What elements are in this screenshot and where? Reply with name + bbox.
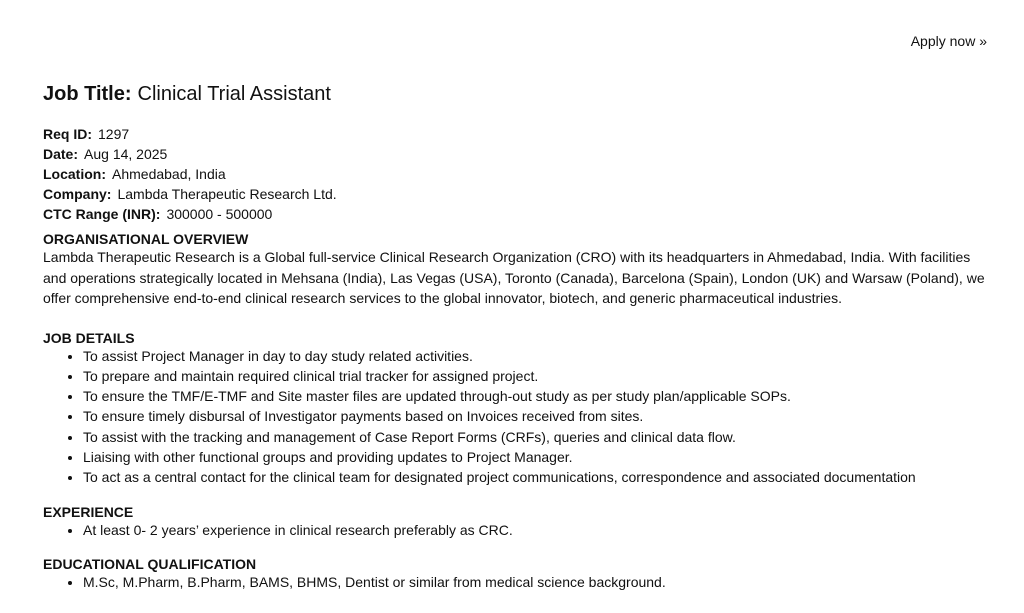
overview-heading: ORGANISATIONAL OVERVIEW xyxy=(43,231,249,247)
list-item: • To act as a central contact for the clinical team for designated project communications, correspondence and associated documentation xyxy=(83,467,991,487)
meta-value: Lambda Therapeutic Research Ltd. xyxy=(117,186,337,202)
education-list xyxy=(43,572,991,592)
ctc-range-row xyxy=(43,204,991,224)
meta-value: Ahmedabad, India xyxy=(112,166,226,182)
job-meta xyxy=(43,124,991,224)
list-item: • M.Sc, M.Pharm, B.Pharm, BAMS, BHMS, Dentist or similar from medical science background. xyxy=(83,572,991,592)
list-item: • To prepare and maintain required clinical trial tracker for assigned project. xyxy=(83,366,991,386)
list-item: • At least 0- 2 years’ experience in clinical research preferably as CRC. xyxy=(83,520,991,540)
job-details-section xyxy=(43,330,991,488)
list-item: • To assist Project Manager in day to day study related activities. xyxy=(83,346,991,366)
job-details-heading: JOB DETAILS xyxy=(43,329,135,346)
education-section xyxy=(43,556,991,592)
meta-label: CTC Range (INR): xyxy=(43,206,161,222)
meta-label: Date: xyxy=(43,146,79,162)
experience-section xyxy=(43,504,991,540)
list-item: • To ensure timely disbursal of Investigator payments based on Invoices received from sites. xyxy=(83,406,991,426)
meta-value: 1297 xyxy=(98,126,130,142)
meta-label: Req ID: xyxy=(43,126,92,142)
apply-now-link[interactable]: Apply now » xyxy=(910,33,987,49)
list-item: • Liaising with other functional groups and providing updates to Project Manager. xyxy=(83,447,991,467)
experience-heading: EXPERIENCE xyxy=(43,503,134,520)
job-title-label: Job Title: xyxy=(43,83,132,105)
education-heading: EDUCATIONAL QUALIFICATION xyxy=(43,555,257,572)
overview-text: Lambda Therapeutic Research is a Global full-service Clinical Research Organization (CRO) with its headquarters in Ahmedabad, India. With facilities and operations strategically located in Mehsana (India), Las Vegas (USA), Toronto (Canada), Barcelona (Spain), London (UK) and Warsaw (Poland), we offer comprehensive end-to-end clinical research services to the global innovator, biotech, and generic pharmaceutical industries. xyxy=(43,249,985,306)
job-details-list xyxy=(43,346,991,488)
company-row xyxy=(43,184,991,204)
experience-list xyxy=(43,520,991,540)
job-title xyxy=(43,82,991,106)
job-posting xyxy=(43,82,991,608)
overview-section xyxy=(43,231,991,309)
meta-label: Company: xyxy=(43,186,112,202)
req-id-row xyxy=(43,124,991,144)
meta-label: Location: xyxy=(43,166,106,182)
date-row xyxy=(43,144,991,164)
list-item: • To assist with the tracking and management of Case Report Forms (CRFs), queries and clinical data flow. xyxy=(83,427,991,447)
job-title-value: Clinical Trial Assistant xyxy=(137,83,331,105)
meta-value: Aug 14, 2025 xyxy=(84,146,168,162)
meta-value: 300000 - 500000 xyxy=(166,206,273,222)
location-row xyxy=(43,164,991,184)
list-item: • To ensure the TMF/E-TMF and Site master files are updated through-out study as per study plan/applicable SOPs. xyxy=(83,386,991,406)
